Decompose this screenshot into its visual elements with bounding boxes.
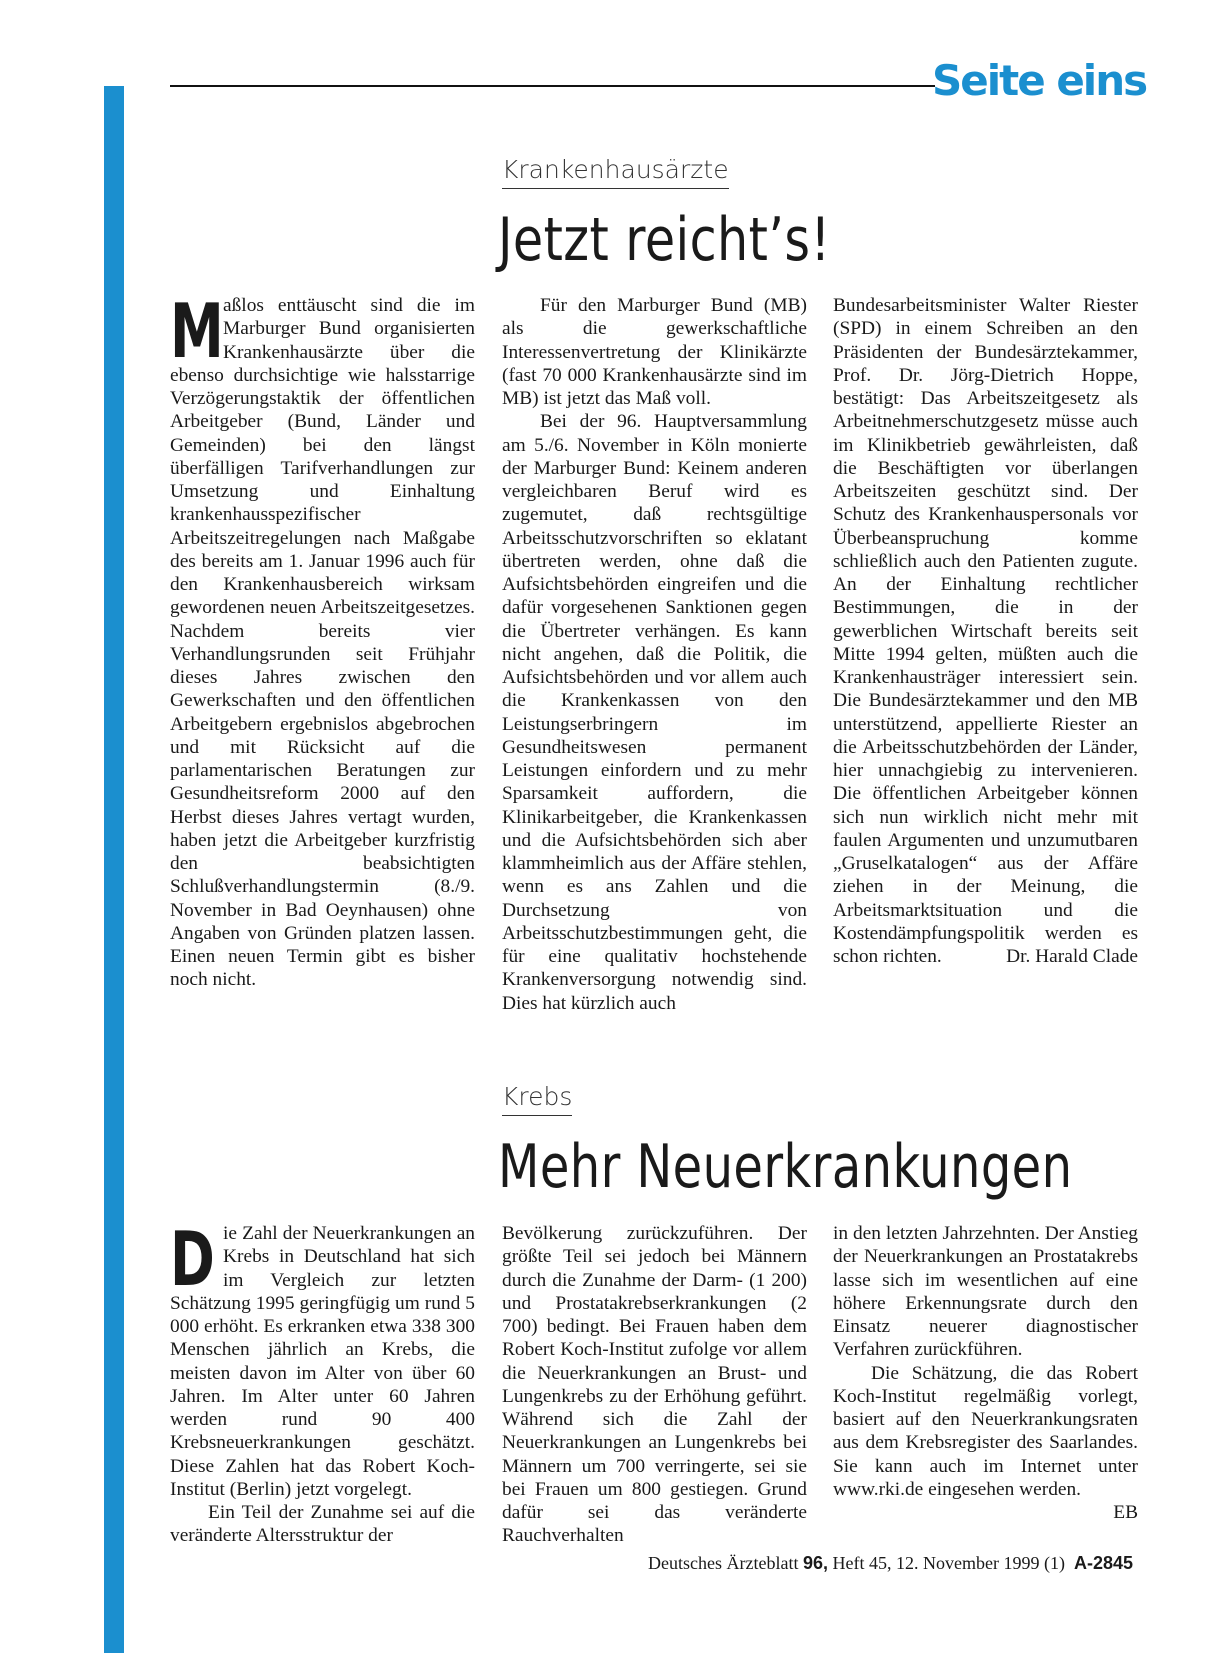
- article1-col3-text: Bundesarbeitsminister Walter Riester (SPD) in einem Schreiben an den Präsidenten der Bundesärztekammer, Prof. Dr. Jörg-Dietrich Hoppe, bestätigt: Das Arbeitszeitgesetz als Arbeitnehmerschutzgesetz müsse auch im Klinikbetrieb gewährleisten, daß die Beschäftigten vor überlangen Arbeitszeiten geschützt sind. Der Schutz des Krankenhauspersonals vor Überbeanspruchung komme schließlich auch den Patienten zugute. An der Einhaltung rechtlicher Bestimmungen, die in der gewerblichen Wirtschaft bereits seit Mitte 1994 gelten, müßten auch die Krankenhausträger interessiert sein. Die Bundesärztekammer und den MB unterstützend, appellierte Riester an die Arbeitsschutzbehörden der Länder, hier unnachgiebig zu intervenieren. Die öffentlichen Arbeitgeber können sich nun wirklich nicht mehr mit faulen Argumenten und unzumutbaren „Gruselkatalogen“ aus der Affäre ziehen in der Meinung, die Arbeitsmarktsituation und die Kostendämpfungspolitik werden es schon richten.: [833, 295, 1138, 967]
- article1-column-3: [833, 294, 1138, 968]
- article2-author: EB: [1113, 1502, 1138, 1523]
- article1-col2-paragraph: Bei der 96. Hauptversammlung am 5./6. November in Köln monierte der Marburger Bund: Keinem anderen vergleichbaren Beruf wird es zugemutet, daß rechtsgültige Arbeitsschutzvorschriften so eklatant übertreten werden, ohne daß die Aufsichtsbehörden eingreifen und die dafür vorgesehenen Sanktionen gegen die Übertreter verhängen. Es kann nicht angehen, daß die Politik, die Aufsichtsbehörden und vor allem auch die Krankenkassen von den Leistungserbringern im Gesundheitswesen permanent Leistungen einfordern und zu mehr Sparsamkeit auffordern, die Klinikarbeitgeber, die Krankenkassen und die Aufsichtsbehörden sich aber klammheimlich aus der Affäre stehlen, wenn es ans Zahlen und die Durchsetzung von Arbeitsschutzbestimmungen geht, die für eine qualitativ hochstehende Krankenversorgung notwendig sind. Dies hat kürzlich auch: [502, 411, 807, 1014]
- article2-column-1: [170, 1215, 475, 1548]
- article1-column-1: [170, 287, 475, 992]
- article2-col3-paragraph: [833, 1362, 1138, 1523]
- article1-kicker: Krankenhausärzte: [502, 157, 729, 189]
- article1-col2-paragraph: Für den Marburger Bund (MB) als die gewerkschaftliche Interessenvertretung der Klinikärzte (fast 70 000 Krankenhausärzte sind im MB) ist jetzt das Maß voll.: [502, 295, 807, 409]
- article2-column-3: [833, 1222, 1138, 1524]
- header-rule: [170, 85, 935, 87]
- sidebar-color-bar: [104, 86, 124, 1653]
- footer-page-number: A-2845: [1073, 1553, 1133, 1573]
- footer-issue: Heft 45, 12. November 1999 (1): [832, 1553, 1065, 1573]
- article2-column-2: [502, 1222, 807, 1548]
- article1-col3-paragraph: [833, 294, 1138, 968]
- article2-dropcap: D: [170, 1215, 213, 1303]
- article1-author: Dr. Harald Clade: [1006, 946, 1138, 967]
- article2-headline: Mehr Neuerkrankungen: [498, 1132, 1073, 1202]
- article1-column-2: [502, 294, 807, 1015]
- article2-col1-paragraph: ie Zahl der Neuerkrankungen an Krebs in Deutschland hat sich im Vergleich zur letzten Schätzung 1995 geringfügig um rund 5 000 erhöht. Es erkranken etwa 338 300 Menschen jährlich an Krebs, die meisten davon im Alter von über 60 Jahren. Im Alter unter 60 Jahren werden rund 90 400 Krebsneuerkrankungen geschätzt. Diese Zahlen hat das Robert Koch-Institut (Berlin) jetzt vorgelegt.: [170, 1223, 475, 1500]
- article1-dropcap: M: [170, 287, 222, 375]
- article2-col1-paragraph: Ein Teil der Zunahme sei auf die veränderte Altersstruktur der: [170, 1502, 475, 1547]
- article1-headline: Jetzt reicht’s!: [498, 205, 831, 275]
- article2-kicker: Krebs: [502, 1084, 572, 1116]
- footer-volume: 96,: [802, 1553, 828, 1573]
- article2-col3-paragraph: in den letzten Jahrzehnten. Der Anstieg der Neuerkrankungen an Prostatakrebs lasse sich im wesentlichen auf eine höhere Erkennungsrate durch den Einsatz neuerer diagnostischer Verfahren zurückführen.: [833, 1223, 1138, 1361]
- section-title: Seite eins: [932, 56, 1147, 105]
- article2-col2-paragraph: Bevölkerung zurückzuführen. Der größte Teil sei jedoch bei Männern durch die Zunahme der Darm- (1 200) und Prostatakrebserkrankungen (2 700) bedingt. Bei Frauen haben dem Robert Koch-Institut zufolge vor allem die Neuerkrankungen an Brust- und Lungenkrebs zu der Erhöhung geführt. Während sich die Zahl der Neuerkrankungen an Lungenkrebs bei Männern um 700 verringerte, sei sie bei Frauen um 800 gestiegen. Grund dafür sei das veränderte Rauchverhalten: [502, 1223, 807, 1547]
- article1-col1-paragraph: aßlos enttäuscht sind die im Marburger Bund organisierten Krankenhausärzte über die ebenso durchsichtige wie halsstarrige Verzögerungstaktik der öffentlichen Arbeitgeber (Bund, Länder und Gemeinden) bei den längst überfälligen Tarifverhandlungen zur Umsetzung und Einhaltung krankenhausspezifischer Arbeitszeitregelungen nach Maßgabe des bereits am 1. Januar 1996 auch für den Krankenhausbereich wirksam gewordenen neuen Arbeitszeitgesetzes. Nachdem bereits vier Verhandlungsrunden seit Frühjahr dieses Jahres zwischen den Gewerkschaften und den öffentlichen Arbeitgebern ergebnislos abgebrochen und mit Rücksicht auf die parlamentarischen Beratungen zur Gesundheitsreform 2000 auf den Herbst dieses Jahres vertagt wurden, haben jetzt die Arbeitgeber kurzfristig den beabsichtigten Schlußverhandlungstermin (8./9. November in Bad Oeynhausen) ohne Angaben von Gründen platzen lassen. Einen neuen Termin gibt es bisher noch nicht.: [170, 295, 475, 991]
- page-footer: [648, 1553, 1133, 1574]
- footer-journal: Deutsches Ärzteblatt: [648, 1553, 799, 1573]
- article2-col3-text: Die Schätzung, die das Robert Koch-Institut regelmäßig vorlegt, basiert auf den Neuerkrankungsraten aus dem Krebsregister des Saarlandes. Sie kann auch im Internet unter www.rki.de eingesehen werden.: [833, 1362, 1138, 1500]
